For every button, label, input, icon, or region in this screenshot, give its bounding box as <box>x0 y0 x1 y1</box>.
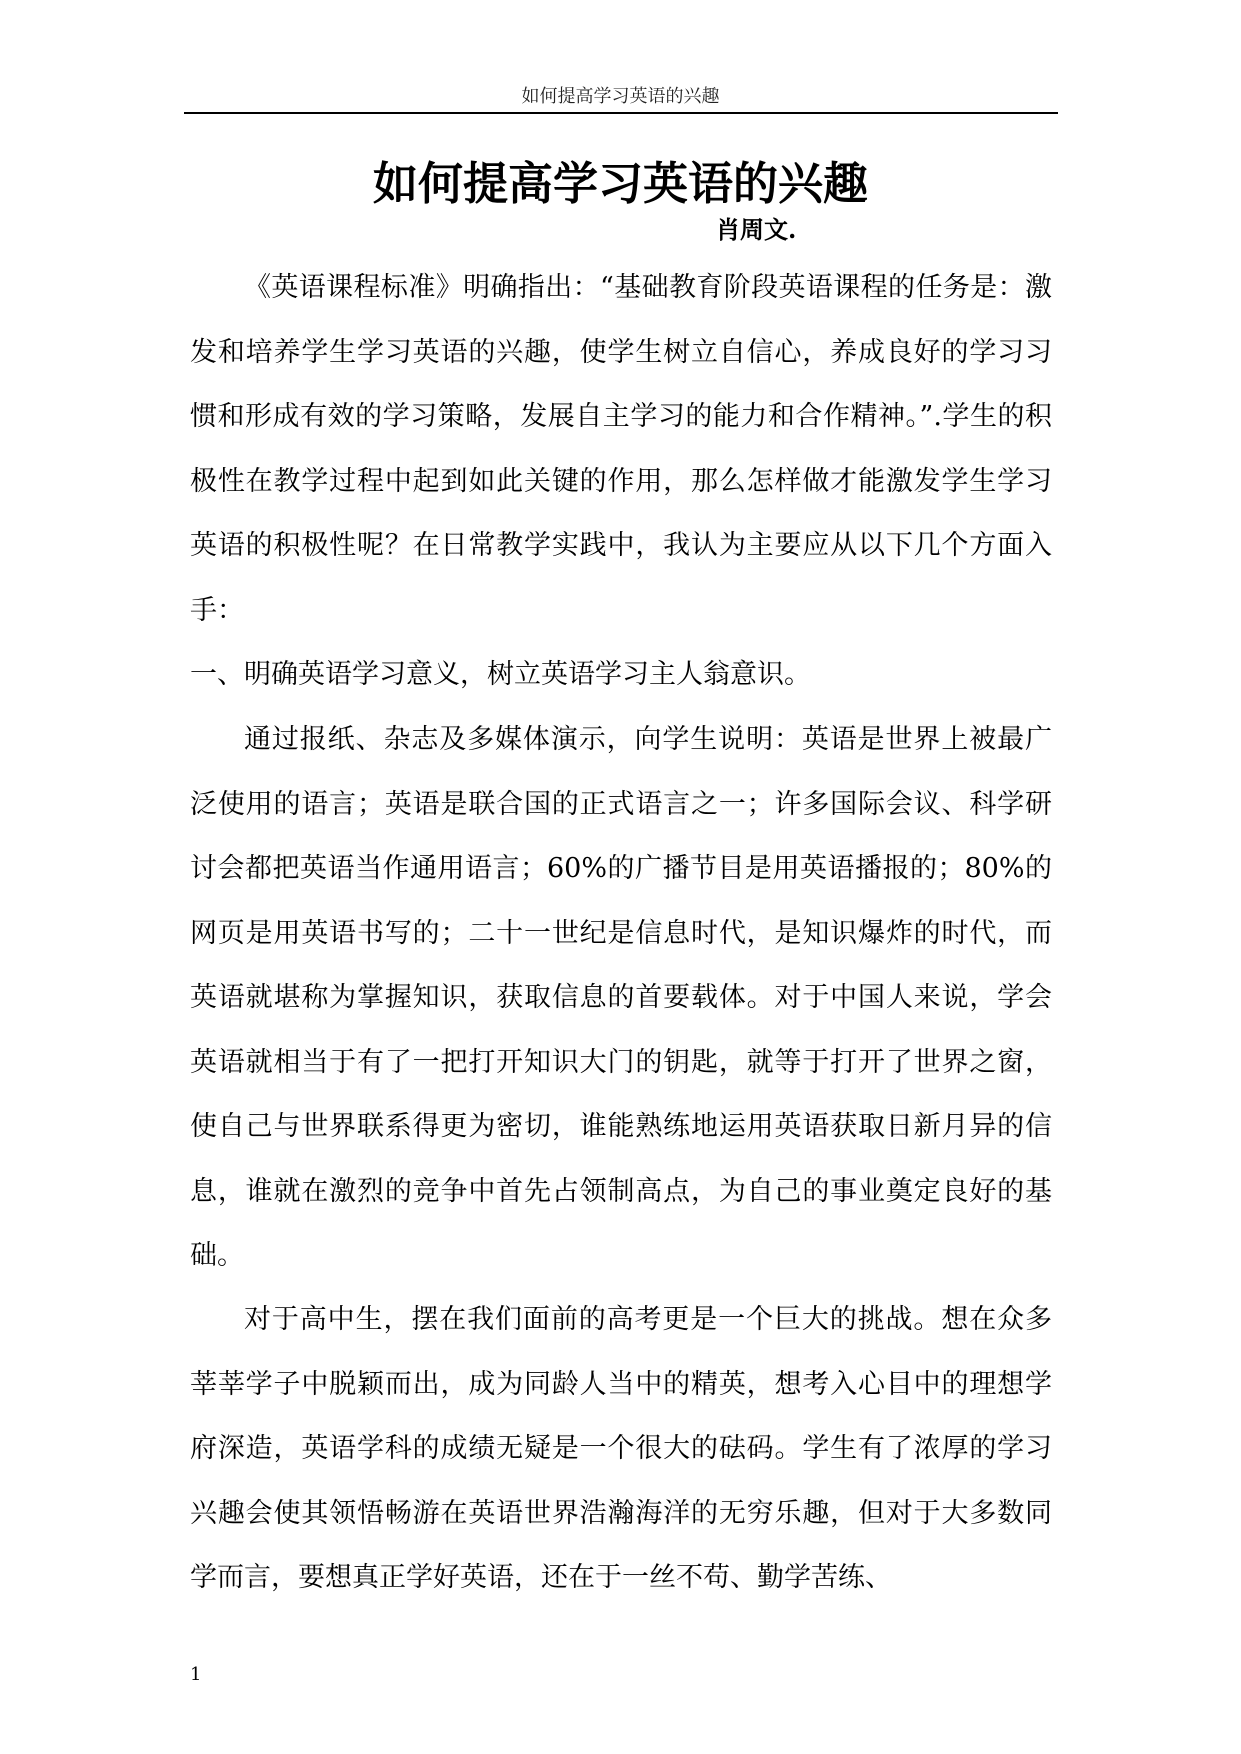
header-divider <box>184 112 1058 114</box>
page-number: 1 <box>190 1664 202 1685</box>
body-paragraph-intro: 《英语课程标准》明确指出：“基础教育阶段英语课程的任务是：激发和培养学生学习英语的兴趣，使学生树立自信心，养成良好的学习习惯和形成有效的学习策略，发展自主学习的能力和合作精神。”.学生的积极性在教学过程中起到如此关键的作用，那么怎样做才能激发学生学习英语的积极性呢？在日常教学实践中，我认为主要应从以下几个方面入手： <box>190 272 1052 626</box>
running-header: 如何提高学习英语的兴趣 <box>521 86 720 107</box>
body-paragraph-exam: 对于高中生，摆在我们面前的高考更是一个巨大的挑战。想在众多莘莘学子中脱颖而出，成为同龄人当中的精英，想考入心目中的理想学府深造，英语学科的成绩无疑是一个很大的砝码。学生有了浓厚的学习兴趣会使其领悟畅游在英语世界浩瀚海洋的无穷乐趣，但对于大多数同学而言，要想真正学好英语，还在于一丝不苟、勤学苦练、 <box>190 1304 1052 1593</box>
document-title: 如何提高学习英语的兴趣 <box>372 157 868 210</box>
body-paragraph-media: 通过报纸、杂志及多媒体演示，向学生说明：英语是世界上被最广泛使用的语言；英语是联合国的正式语言之一；许多国际会议、科学研讨会都把英语当作通用语言；60%的广播节目是用英语播报的；80%的网页是用英语书写的；二十一世纪是信息时代，是知识爆炸的时代，而英语就堪称为掌握知识，获取信息的首要载体。对于中国人来说，学会英语就相当于有了一把打开知识大门的钥匙，就等于打开了世界之窗，使自己与世界联系得更为密切，谁能熟练地运用英语获取日新月异的信息，谁就在激烈的竞争中首先占领制高点，为自己的事业奠定良好的基础。 <box>190 724 1052 1271</box>
document-author: 肖周文. <box>716 215 797 244</box>
section-heading-1: 一、明确英语学习意义，树立英语学习主人翁意识。 <box>190 659 811 690</box>
